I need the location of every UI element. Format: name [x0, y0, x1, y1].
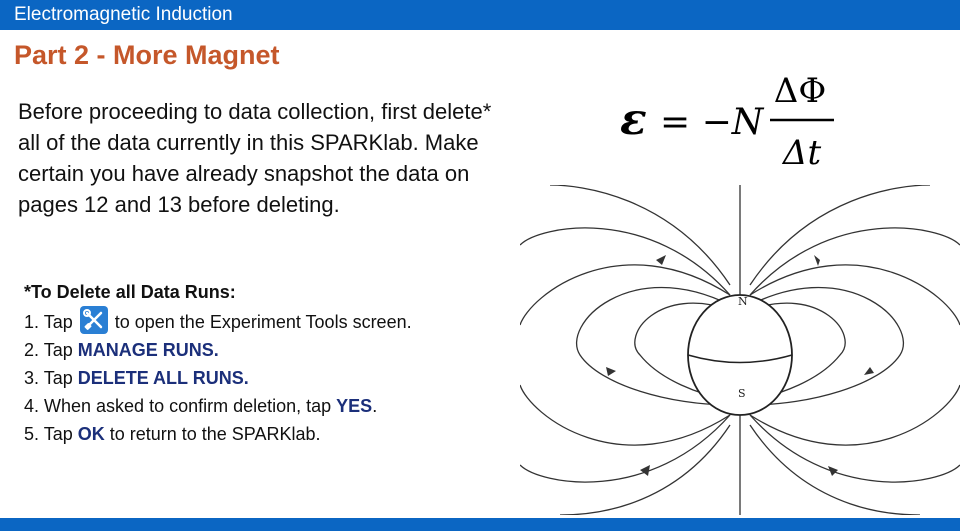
footer-bar — [0, 518, 960, 531]
header-bar — [0, 0, 960, 30]
step-4 — [24, 392, 504, 420]
step-3-keyword: DELETE ALL RUNS. — [77, 368, 249, 388]
step-3-prefix: 3. Tap — [24, 368, 78, 388]
emf-symbol: ε — [620, 94, 647, 145]
step-5 — [24, 420, 504, 448]
denominator: Δt — [782, 133, 822, 173]
north-pole-label: N — [738, 295, 748, 308]
step-2-keyword: MANAGE RUNS. — [77, 340, 219, 360]
south-pole-label: S — [738, 387, 746, 400]
slide-subtitle: Part 2 - More Magnet — [14, 40, 280, 70]
step-4-prefix: 4. When asked to confirm deletion, tap — [24, 396, 337, 416]
instructions-heading: *To Delete all Data Runs: — [24, 282, 236, 302]
step-4-suffix: . — [372, 396, 378, 416]
header-title: Electromagnetic Induction — [14, 4, 233, 25]
magnetic-field-diagram — [520, 185, 960, 515]
step-1 — [24, 306, 504, 336]
intro-paragraph: Before proceeding to data collection, first delete* all of the data currently in this SPARKlab. Make certain you have already snapshot the data on pages 12 and 13 before deleting. — [18, 99, 492, 217]
step-5-suffix: to return to the SPARKlab. — [104, 424, 321, 444]
step-1-prefix: 1. Tap — [24, 312, 73, 332]
equals-negative-n: = −N — [660, 102, 764, 143]
faraday-law-equation — [618, 70, 858, 175]
step-5-prefix: 5. Tap — [24, 424, 78, 444]
step-4-keyword: YES — [336, 396, 373, 416]
step-2-prefix: 2. Tap — [24, 340, 78, 360]
numerator: ΔΦ — [773, 71, 827, 111]
step-2 — [24, 336, 504, 364]
step-3 — [24, 364, 504, 392]
instructions-block — [24, 278, 504, 448]
step-1-suffix: to open the Experiment Tools screen. — [114, 312, 412, 332]
experiment-tools-icon — [80, 306, 108, 334]
step-5-keyword: OK — [77, 424, 105, 444]
